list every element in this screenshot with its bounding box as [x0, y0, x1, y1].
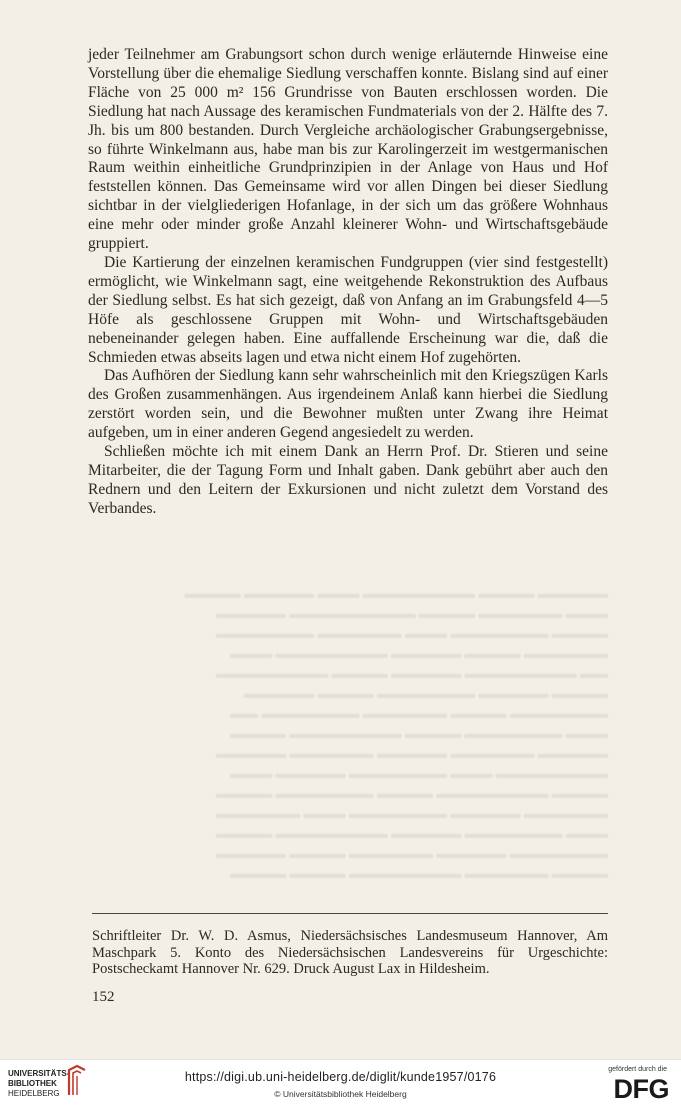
- footer-rule: [92, 913, 608, 914]
- paragraph: Das Aufhören der Siedlung kann sehr wahrscheinlich mit den Kriegszügen Karls des Großen zusammenhängen. Aus irgendeinem Anlaß kann hierbei die Siedlung zerstört worden sein, und die Bewohner mußten unter Zwang ihre Heimat aufgeben, um in einer anderen Gegend angesiedelt zu werden.: [88, 367, 608, 442]
- library-logo-line: HEIDELBERG: [8, 1089, 60, 1098]
- reverse-side-show-through: ▬▬▬▬▬ ▬▬▬▬ ▬▬▬▬▬▬▬▬ ▬▬▬ ▬▬▬▬▬ ▬▬▬▬ ▬▬▬ ▬▬▬▬▬▬ ▬▬▬▬ ▬▬▬▬▬▬▬▬▬ ▬▬▬▬▬ ▬▬▬▬ ▬▬▬▬▬▬▬ ▬▬▬ ▬▬▬▬▬▬ ▬▬▬▬▬▬▬ ▬▬▬▬▬▬ ▬▬▬▬ ▬▬▬▬▬ ▬▬▬▬▬▬▬▬ ▬▬▬ ▬▬ ▬▬▬▬▬▬▬▬ ▬▬▬▬▬ ▬▬▬▬ ▬▬▬▬▬▬▬▬ ▬▬▬▬ ▬▬▬▬▬ ▬▬▬▬▬▬▬ ▬▬▬▬ ▬▬▬▬▬ ▬▬▬▬▬▬▬ ▬▬▬▬ ▬▬▬▬▬▬ ▬▬▬▬▬▬▬ ▬▬ ▬▬▬ ▬▬▬▬▬▬▬ ▬▬▬▬ ▬▬▬▬▬▬▬▬ ▬▬▬▬ ▬▬▬▬▬ ▬▬▬▬▬▬ ▬▬▬▬▬ ▬▬▬▬▬▬ ▬▬▬▬▬ ▬▬▬▬▬▬▬▬ ▬▬▬ ▬▬▬▬▬▬▬ ▬▬▬▬▬ ▬▬▬ ▬▬▬▬ ▬▬▬▬▬▬▬▬ ▬▬▬▬ ▬▬▬▬▬▬▬ ▬▬▬▬ ▬▬▬▬▬▬ ▬▬▬▬▬ ▬▬▬▬▬▬▬ ▬▬▬ ▬▬▬▬▬▬ ▬▬▬ ▬▬▬▬▬▬▬ ▬▬▬▬▬ ▬▬▬▬▬▬▬▬ ▬▬▬▬ ▬▬▬▬▬▬▬ ▬▬▬▬▬ ▬▬▬▬▬▬ ▬▬▬▬ ▬▬▬▬▬ ▬▬▬▬ ▬▬▬▬▬▬ ▬▬▬▬▬▬▬▬ ▬▬▬▬ ▬▬▬▬: [184, 587, 608, 882]
- funder-caption: gefördert durch die: [608, 1066, 667, 1073]
- copyright-notice: © Universitätsbibliothek Heidelberg: [274, 1089, 407, 1099]
- paragraph: Schließen möchte ich mit einem Dank an Herrn Prof. Dr. Stieren und seine Mitarbeiter, die der Tagung Form und Inhalt gaben. Dank gebührt aber auch den Rednern und den Leitern der Exkursionen und nicht zuletzt dem Vorstand des Verbandes.: [88, 443, 608, 517]
- paragraph: jeder Teilnehmer am Grabungsort schon durch wenige erläuternde Hinweise eine Vorstellung über die ehemalige Siedlung verschaffen konnte. Bislang sind auf einer Fläche von 25 000 m² 156 Grundrisse von Bauten erschlossen worden. Die Siedlung hat nach Aussage des keramischen Fundmaterials von der 2. Hälfte des 7. Jh. bis um 800 bestanden. Durch Vergleiche archäologischer Grabungsergebnisse, so führte Winkelmann aus, habe man bis zur Karolingerzeit im westgermanischen Raum weithin einheitliche Grundprinzipien in der Anlage von Haus und Hof feststellen können. Das Gemeinsame wird vor allen Dingen bei dieser Siedlung sichtbar in der vielgliederigen Hofanlage, in der sich um das größere Wohnhaus eine mehr oder minder große Anzahl kleinerer Wohn- und Wirtschaftsgebäude gruppiert.: [88, 46, 608, 253]
- page-number: 152: [92, 989, 115, 1005]
- paragraph: Die Kartierung der einzelnen keramischen Fundgruppen (vier sind festgestellt) ermöglicht, wie Winkelmann sagt, eine weitgehende Rekonstruktion des Aufbaus der Siedlung selbst. Es hat sich gezeigt, daß von Anfang an im Grabungsfeld 4—5 Höfe als geschlossene Gruppen mit Wohn- und Wirtschaftsgebäuden nebeneinander gelegen haben. Eine auffallende Erscheinung war die, daß die Schmieden etwas abseits lagen und etwa nicht einem Hof zugehörten.: [88, 253, 608, 366]
- viewer-footer-bar: [0, 1059, 681, 1108]
- imprint-note: Schriftleiter Dr. W. D. Asmus, Niedersächsisches Landesmuseum Hannover, Am Maschpark 5. Konto des Niedersächsischen Landesvereins für Urgeschichte: Postscheckamt Hannover Nr. 629. Druck August Lax in Hildesheim.: [92, 928, 608, 977]
- permalink-url[interactable]: https://digi.ub.uni-heidelberg.de/diglit/kunde1957/0176: [184, 1070, 497, 1084]
- article-body: [88, 46, 608, 519]
- library-logo-line: UNIVERSITÄTS-: [8, 1069, 70, 1078]
- library-logo-line: BIBLIOTHEK: [8, 1079, 57, 1088]
- dfg-logo[interactable]: DFG: [613, 1074, 669, 1104]
